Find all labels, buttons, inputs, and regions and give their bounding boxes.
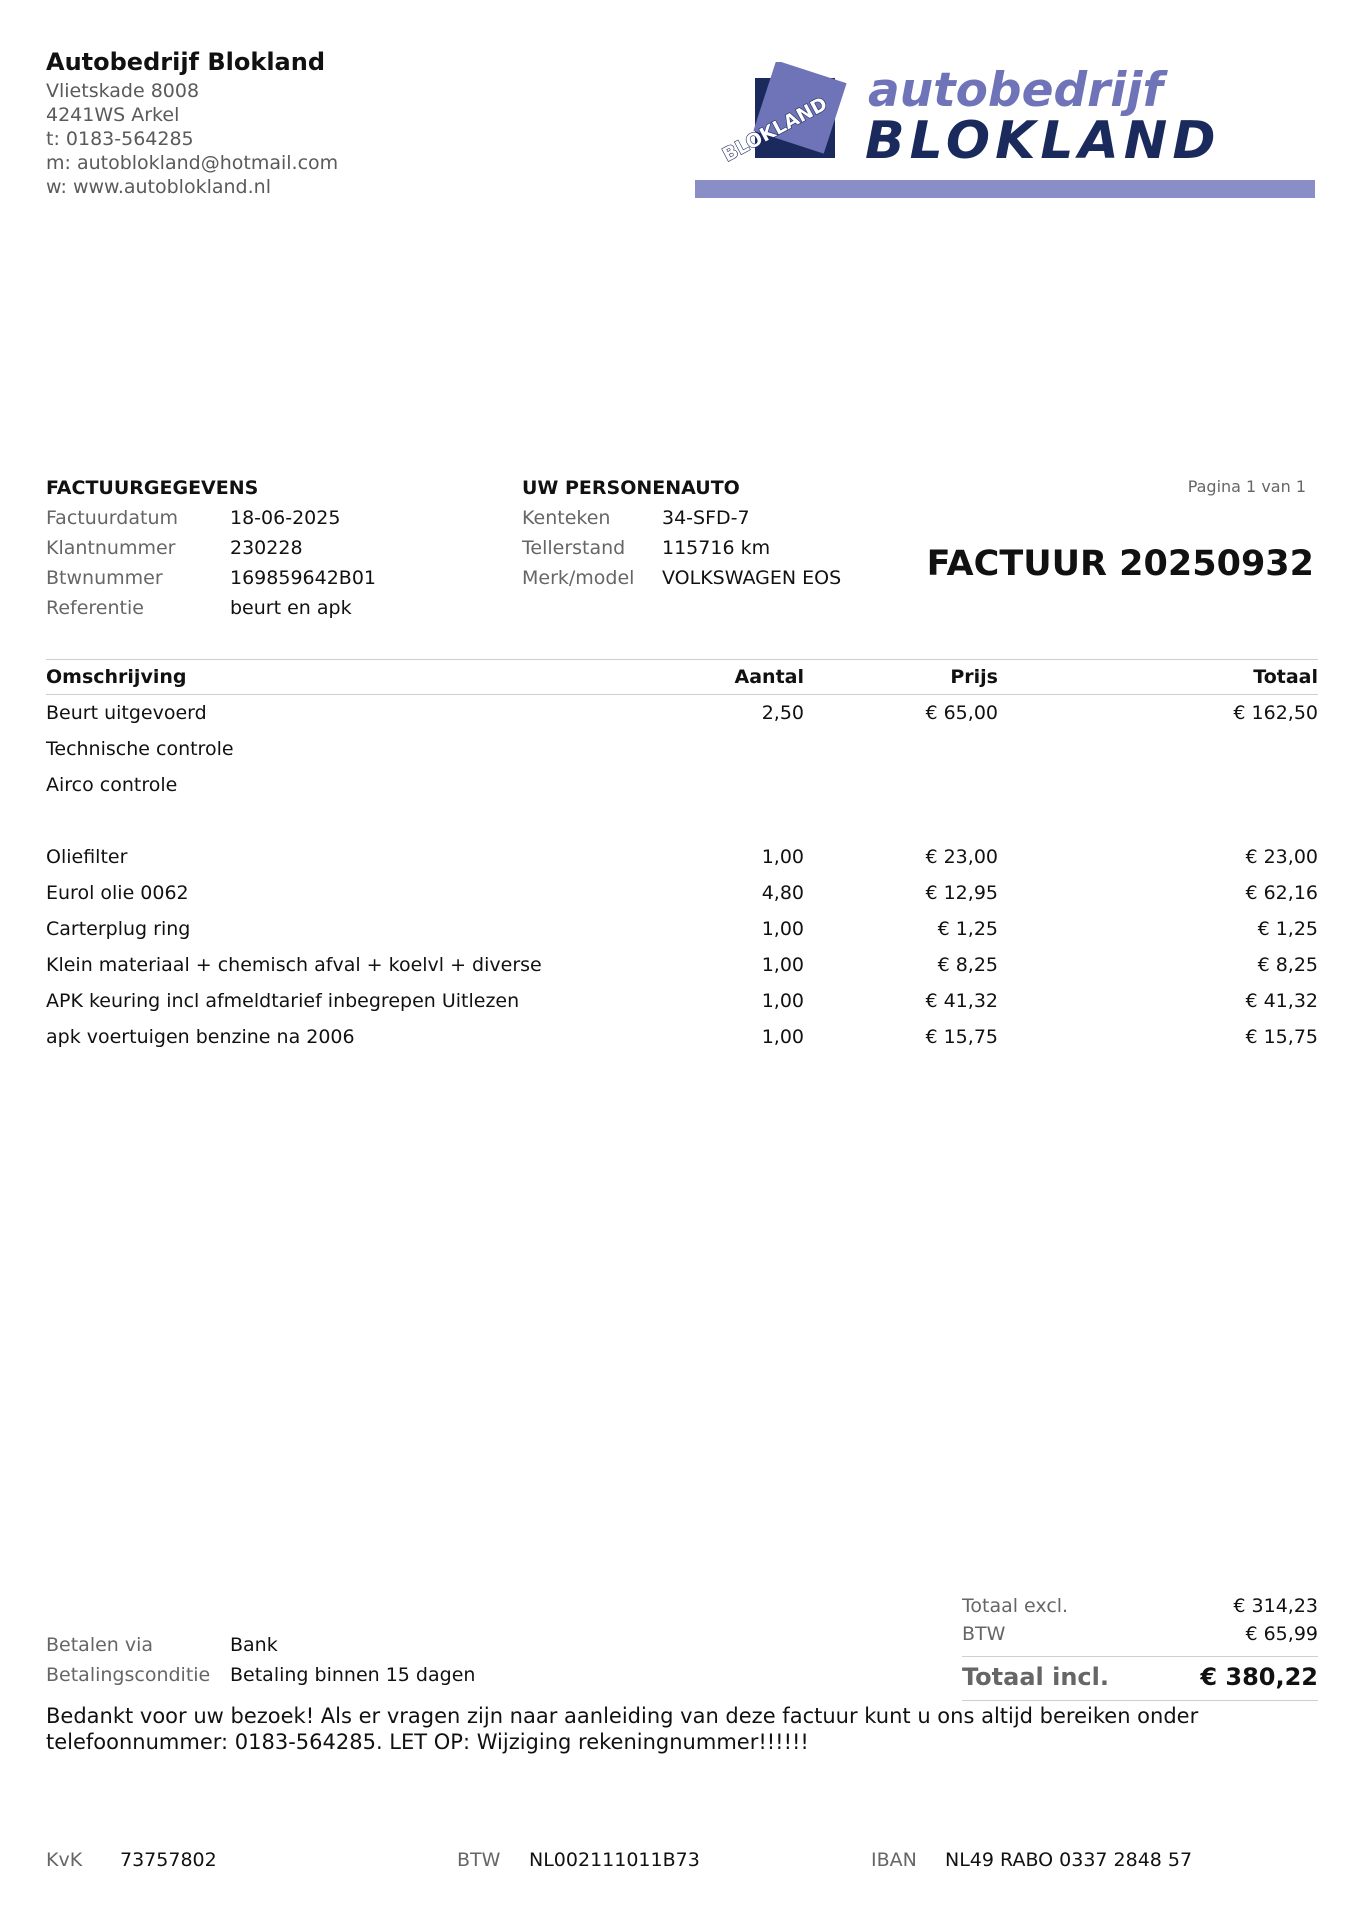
detail-value: 230228 bbox=[230, 537, 303, 559]
table-row bbox=[46, 1019, 1318, 1055]
row-quantity: 2,50 bbox=[761, 702, 804, 724]
payment-info bbox=[46, 1630, 475, 1690]
phone: t: 0183-564285 bbox=[46, 128, 194, 150]
row-price: € 12,95 bbox=[925, 882, 998, 904]
address-line-2: 4241WS Arkel bbox=[46, 104, 180, 126]
vehicle-row bbox=[522, 533, 841, 563]
row-description: apk voertuigen benzine na 2006 bbox=[46, 1026, 355, 1048]
detail-value: 169859642B01 bbox=[230, 567, 377, 589]
vehicle-value: VOLKSWAGEN EOS bbox=[662, 567, 842, 589]
thanks-message: Bedankt voor uw bezoek! Als er vragen zijn naar aanleiding van deze factuur kunt u ons altijd bereiken onder telefoonnummer: 0183-564285. LET OP: Wijziging rekeningnummer!!!!!! bbox=[46, 1704, 1199, 1754]
detail-value: 18-06-2025 bbox=[230, 507, 341, 529]
row-total: € 62,16 bbox=[1245, 882, 1318, 904]
payment-label: Betalingsconditie bbox=[46, 1664, 211, 1686]
vehicle-row bbox=[522, 563, 841, 593]
invoice-details-title: FACTUURGEGEVENS bbox=[46, 477, 259, 499]
total-excl-value: € 314,23 bbox=[1233, 1595, 1318, 1617]
row-price: € 1,25 bbox=[937, 918, 998, 940]
row-total: € 15,75 bbox=[1245, 1026, 1318, 1048]
table-row bbox=[46, 695, 1318, 731]
footer-iban bbox=[871, 1849, 1192, 1871]
row-description: Beurt uitgevoerd bbox=[46, 702, 207, 724]
row-quantity: 1,00 bbox=[761, 918, 804, 940]
detail-row bbox=[46, 593, 376, 623]
detail-row bbox=[46, 503, 376, 533]
table-row bbox=[46, 803, 1318, 839]
page-number: Pagina 1 van 1 bbox=[1187, 477, 1306, 496]
footer-btw bbox=[457, 1849, 700, 1871]
invoice-title: FACTUUR 20250932 bbox=[926, 544, 1314, 584]
email: m: autoblokland@hotmail.com bbox=[46, 152, 339, 174]
row-quantity: 1,00 bbox=[761, 846, 804, 868]
company-name: Autobedrijf Blokland bbox=[46, 48, 325, 76]
footer-btw-label: BTW bbox=[457, 1849, 501, 1871]
detail-label: Referentie bbox=[46, 597, 144, 619]
vehicle-label: Tellerstand bbox=[522, 537, 626, 559]
footer-btw-value: NL002111011B73 bbox=[529, 1849, 700, 1871]
detail-label: Btwnummer bbox=[46, 567, 163, 589]
table-row bbox=[46, 947, 1318, 983]
vehicle-value: 115716 km bbox=[662, 537, 771, 559]
row-quantity: 1,00 bbox=[761, 990, 804, 1012]
header-description: Omschrijving bbox=[46, 666, 187, 688]
total-incl-label: Totaal incl. bbox=[962, 1662, 1109, 1691]
table-body bbox=[46, 695, 1318, 1055]
logo-line-1: autobedrijf bbox=[868, 63, 1163, 118]
row-price: € 41,32 bbox=[925, 990, 998, 1012]
detail-label: Factuurdatum bbox=[46, 507, 178, 529]
row-price: € 65,00 bbox=[925, 702, 998, 724]
btw-value: € 65,99 bbox=[1245, 1623, 1318, 1645]
row-description: Oliefilter bbox=[46, 846, 128, 868]
header-quantity: Aantal bbox=[734, 666, 804, 688]
row-total: € 162,50 bbox=[1233, 702, 1318, 724]
invoice-details bbox=[46, 477, 376, 623]
row-total: € 8,25 bbox=[1257, 954, 1318, 976]
row-quantity: 1,00 bbox=[761, 1026, 804, 1048]
row-description: APK keuring incl afmeldtarief inbegrepen Uitlezen bbox=[46, 990, 520, 1012]
footer-kvk bbox=[46, 1849, 217, 1871]
vehicle-label: Kenteken bbox=[522, 507, 611, 529]
payment-row bbox=[46, 1660, 475, 1690]
detail-row bbox=[46, 563, 376, 593]
btw-row bbox=[962, 1620, 1318, 1648]
table-row bbox=[46, 767, 1318, 803]
row-description: Technische controle bbox=[46, 738, 234, 760]
total-excl-label: Totaal excl. bbox=[962, 1595, 1069, 1617]
company-contact bbox=[46, 79, 338, 199]
totals-divider bbox=[962, 1700, 1318, 1701]
table-row bbox=[46, 911, 1318, 947]
vehicle-label: Merk/model bbox=[522, 567, 635, 589]
row-total: € 41,32 bbox=[1245, 990, 1318, 1012]
row-price: € 23,00 bbox=[925, 846, 998, 868]
payment-value: Bank bbox=[230, 1634, 278, 1656]
total-excl-row bbox=[962, 1592, 1318, 1620]
website: w: www.autoblokland.nl bbox=[46, 176, 271, 198]
row-price: € 8,25 bbox=[937, 954, 998, 976]
header-price: Prijs bbox=[950, 666, 998, 688]
payment-row bbox=[46, 1630, 475, 1660]
row-description: Eurol olie 0062 bbox=[46, 882, 189, 904]
row-quantity: 1,00 bbox=[761, 954, 804, 976]
vehicle-row bbox=[522, 503, 841, 533]
table-header bbox=[46, 659, 1318, 695]
table-row bbox=[46, 875, 1318, 911]
address-line-1: Vlietskade 8008 bbox=[46, 80, 200, 102]
line-items-table bbox=[46, 659, 1318, 1055]
table-row bbox=[46, 731, 1318, 767]
payment-label: Betalen via bbox=[46, 1634, 154, 1656]
logo-line-2: BLOKLAND bbox=[865, 111, 1221, 171]
iban-value: NL49 RABO 0337 2848 57 bbox=[945, 1849, 1193, 1871]
table-row bbox=[46, 983, 1318, 1019]
row-description: Carterplug ring bbox=[46, 918, 191, 940]
total-incl-row bbox=[962, 1656, 1318, 1696]
row-price: € 15,75 bbox=[925, 1026, 998, 1048]
table-row bbox=[46, 839, 1318, 875]
iban-label: IBAN bbox=[871, 1849, 917, 1871]
detail-row bbox=[46, 533, 376, 563]
detail-label: Klantnummer bbox=[46, 537, 176, 559]
row-description: Airco controle bbox=[46, 774, 178, 796]
vehicle-title: UW PERSONENAUTO bbox=[522, 477, 740, 499]
vehicle-value: 34-SFD-7 bbox=[662, 507, 750, 529]
row-total: € 23,00 bbox=[1245, 846, 1318, 868]
row-quantity: 4,80 bbox=[761, 882, 804, 904]
btw-label: BTW bbox=[962, 1623, 1006, 1645]
kvk-label: KvK bbox=[46, 1849, 83, 1871]
company-logo bbox=[695, 62, 1317, 200]
vehicle-details bbox=[522, 477, 841, 593]
detail-value: beurt en apk bbox=[230, 597, 352, 619]
kvk-value: 73757802 bbox=[120, 1849, 217, 1871]
row-total: € 1,25 bbox=[1257, 918, 1318, 940]
logo-bar bbox=[695, 180, 1315, 198]
total-incl-value: € 380,22 bbox=[1200, 1662, 1318, 1691]
payment-value: Betaling binnen 15 dagen bbox=[230, 1664, 476, 1686]
row-description: Klein materiaal + chemisch afval + koelvl + diverse bbox=[46, 954, 542, 976]
header-total: Totaal bbox=[1253, 666, 1318, 688]
totals bbox=[962, 1592, 1318, 1696]
logo-emblem bbox=[716, 62, 847, 168]
logo-emblem-text: BLOKLAND bbox=[718, 92, 832, 167]
